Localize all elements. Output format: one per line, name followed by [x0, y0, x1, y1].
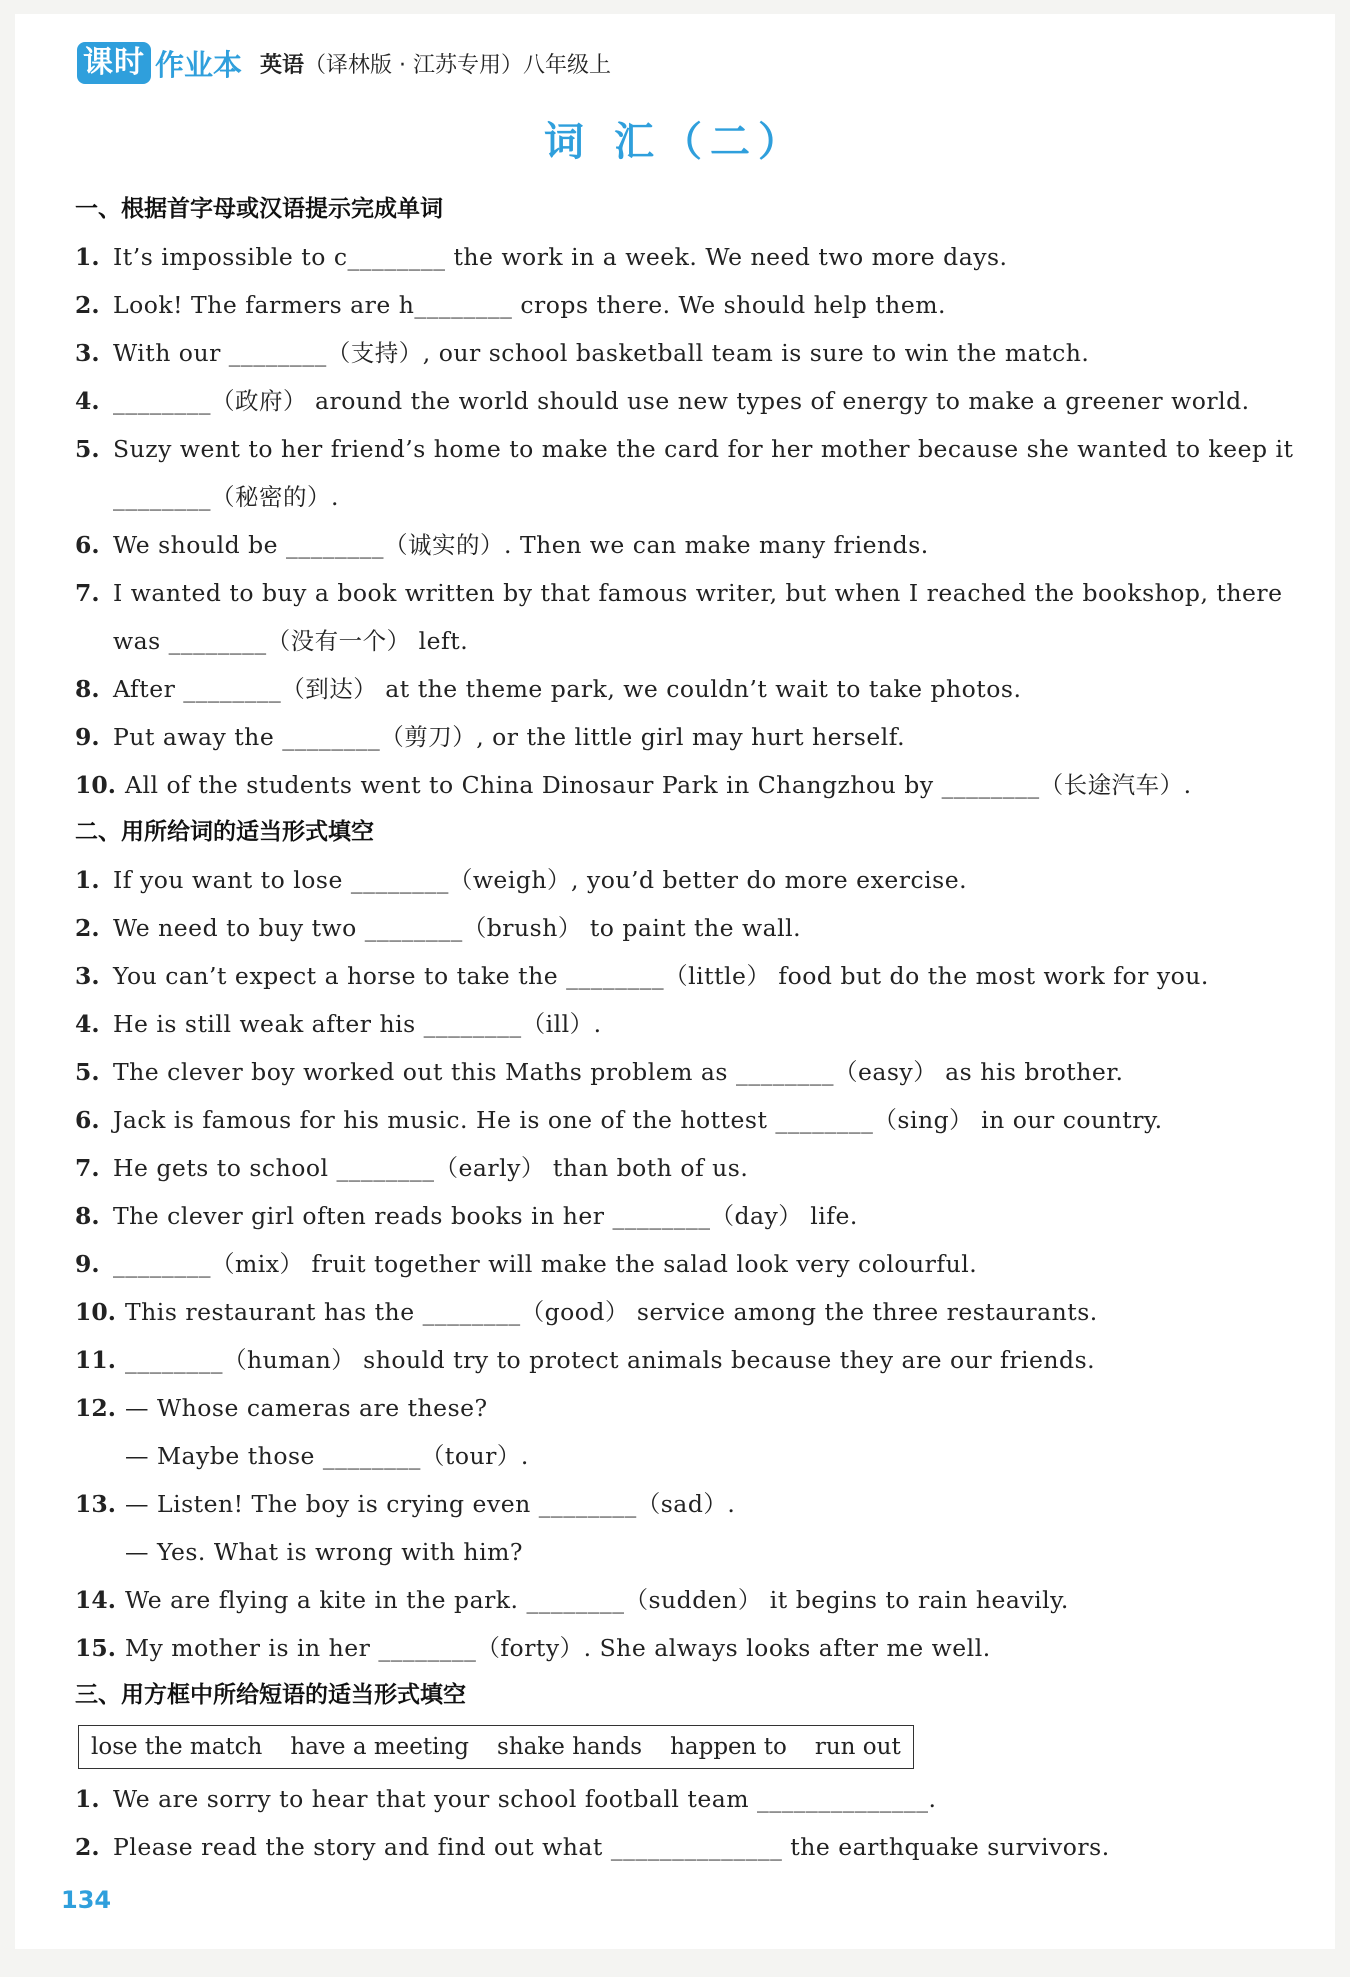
brand-name: 作业本	[155, 47, 243, 82]
question-text: Please read the story and find out what ______________ the earthquake survivors.	[113, 1833, 1110, 1861]
question-line	[75, 1288, 1285, 1336]
question-text: The clever girl often reads books in her ________（day） life.	[113, 1202, 858, 1230]
question-line	[75, 1624, 1285, 1672]
question-number: 4.	[75, 1010, 100, 1038]
phrase-box	[78, 1725, 914, 1769]
question-line	[75, 1775, 1285, 1823]
question-number: 5.	[75, 1058, 100, 1086]
subject: 英语	[260, 52, 305, 78]
question-text: He is still weak after his ________（ill）.	[113, 1010, 602, 1038]
section-heading: 三、用方框中所给短语的适当形式填空	[75, 1682, 466, 1708]
question-number: 13.	[75, 1490, 116, 1518]
question-line	[75, 904, 1285, 952]
exercise-content	[75, 186, 1294, 1871]
question-number: 10.	[75, 771, 116, 799]
question-number: 14.	[75, 1586, 116, 1614]
question-number: 12.	[75, 1394, 116, 1422]
question-text: He gets to school ________（early） than both of us.	[113, 1154, 749, 1182]
question-line	[75, 1480, 1285, 1528]
question-number: 2.	[75, 914, 100, 942]
question-text: All of the students went to China Dinosaur Park in Changzhou by ________（长途汽车）.	[125, 771, 1192, 799]
question-line	[75, 1528, 1285, 1576]
question-line	[75, 1384, 1285, 1432]
brand-box: 课时	[77, 42, 151, 84]
question-number: 10.	[75, 1298, 116, 1326]
question-text: Jack is famous for his music. He is one of the hottest ________（sing） in our country.	[113, 1106, 1163, 1134]
question-line	[75, 1144, 1285, 1192]
question-line	[75, 425, 1294, 473]
worksheet-page	[15, 14, 1335, 1949]
question-line	[75, 1240, 1285, 1288]
question-number: 2.	[75, 291, 100, 319]
question-text: — Listen! The boy is crying even ________（sad）.	[125, 1490, 736, 1518]
question-number: 6.	[75, 1106, 100, 1134]
question-text: We should be ________（诚实的）. Then we can make many friends.	[113, 531, 929, 559]
question-line	[75, 952, 1285, 1000]
question-line	[75, 1000, 1285, 1048]
question-number: 7.	[75, 1154, 100, 1182]
question-line	[75, 281, 1285, 329]
question-text: We are sorry to hear that your school football team ______________.	[113, 1785, 937, 1813]
question-number: 9.	[75, 723, 100, 751]
question-text: We are flying a kite in the park. ________（sudden） it begins to rain heavily.	[125, 1586, 1069, 1614]
question-number: 9.	[75, 1250, 100, 1278]
question-line	[75, 1432, 1285, 1480]
question-line	[75, 856, 1285, 904]
question-line	[75, 1048, 1285, 1096]
question-text: It’s impossible to c________ the work in a week. We need two more days.	[113, 243, 1008, 271]
question-line	[75, 521, 1285, 569]
question-text: Put away the ________（剪刀）, or the little girl may hurt herself.	[113, 723, 906, 751]
question-line	[75, 329, 1285, 377]
question-number: 1.	[75, 1785, 100, 1813]
phrase: lose the match	[91, 1734, 263, 1760]
question-number: 8.	[75, 675, 100, 703]
question-number: 11.	[75, 1346, 116, 1374]
question-number: 4.	[75, 387, 100, 415]
question-number: 1.	[75, 866, 100, 894]
question-number: 8.	[75, 1202, 100, 1230]
question-text: — Whose cameras are these?	[125, 1394, 488, 1422]
question-text: ________（mix） fruit together will make the salad look very colourful.	[113, 1250, 978, 1278]
question-text: Suzy went to her friend’s home to make the card for her mother because she wanted to keep it	[113, 435, 1294, 463]
edition: （译林版 · 江苏专用）八年级上	[304, 52, 612, 78]
question-number: 2.	[75, 1833, 100, 1861]
question-line	[75, 569, 1285, 617]
question-line	[75, 713, 1285, 761]
question-text: I wanted to buy a book written by that famous writer, but when I reached the bookshop, there	[113, 579, 1283, 607]
question-text: ________（秘密的）.	[113, 483, 339, 511]
question-line	[75, 617, 1285, 665]
question-line	[75, 665, 1285, 713]
page-title: 词 汇（二）	[544, 119, 806, 165]
question-number: 6.	[75, 531, 100, 559]
question-text: You can’t expect a horse to take the ________（little） food but do the most work for you.	[113, 962, 1209, 990]
question-line	[75, 473, 1285, 521]
question-line	[75, 1192, 1285, 1240]
question-text: — Yes. What is wrong with him?	[125, 1538, 523, 1566]
question-text: The clever boy worked out this Maths problem as ________（easy） as his brother.	[113, 1058, 1124, 1086]
book-info	[260, 48, 611, 79]
question-line	[75, 1576, 1285, 1624]
question-line	[75, 1096, 1285, 1144]
question-number: 3.	[75, 339, 100, 367]
question-line	[75, 1336, 1285, 1384]
question-line	[75, 761, 1285, 809]
question-number: 7.	[75, 579, 100, 607]
question-number: 3.	[75, 962, 100, 990]
question-text: With our ________（支持）, our school basketball team is sure to win the match.	[113, 339, 1090, 367]
question-text: ________（human） should try to protect animals because they are our friends.	[125, 1346, 1096, 1374]
phrase: happen to	[670, 1734, 787, 1760]
section-heading: 二、用所给词的适当形式填空	[75, 819, 374, 845]
phrase: shake hands	[497, 1734, 643, 1760]
phrase: run out	[814, 1734, 901, 1760]
question-number: 5.	[75, 435, 100, 463]
question-line	[75, 233, 1285, 281]
brand-logo	[77, 42, 242, 84]
question-text: ________（政府） around the world should use new types of energy to make a greener world.	[113, 387, 1250, 415]
section-heading: 一、根据首字母或汉语提示完成单词	[75, 196, 443, 222]
phrase: have a meeting	[290, 1734, 470, 1760]
question-text: was ________（没有一个） left.	[113, 627, 469, 655]
question-number: 15.	[75, 1634, 116, 1662]
question-text: We need to buy two ________（brush） to paint the wall.	[113, 914, 802, 942]
question-line	[75, 377, 1285, 425]
question-text: Look! The farmers are h________ crops there. We should help them.	[113, 291, 946, 319]
question-text: — Maybe those ________（tour）.	[125, 1442, 529, 1470]
page-number: 134	[61, 1886, 112, 1914]
question-text: After ________（到达） at the theme park, we couldn’t wait to take photos.	[113, 675, 1022, 703]
question-line	[75, 1823, 1285, 1871]
question-text: This restaurant has the ________（good） service among the three restaurants.	[125, 1298, 1098, 1326]
question-number: 1.	[75, 243, 100, 271]
question-text: My mother is in her ________（forty）. She always looks after me well.	[125, 1634, 991, 1662]
header	[77, 38, 611, 88]
question-text: If you want to lose ________（weigh）, you’d better do more exercise.	[113, 866, 968, 894]
